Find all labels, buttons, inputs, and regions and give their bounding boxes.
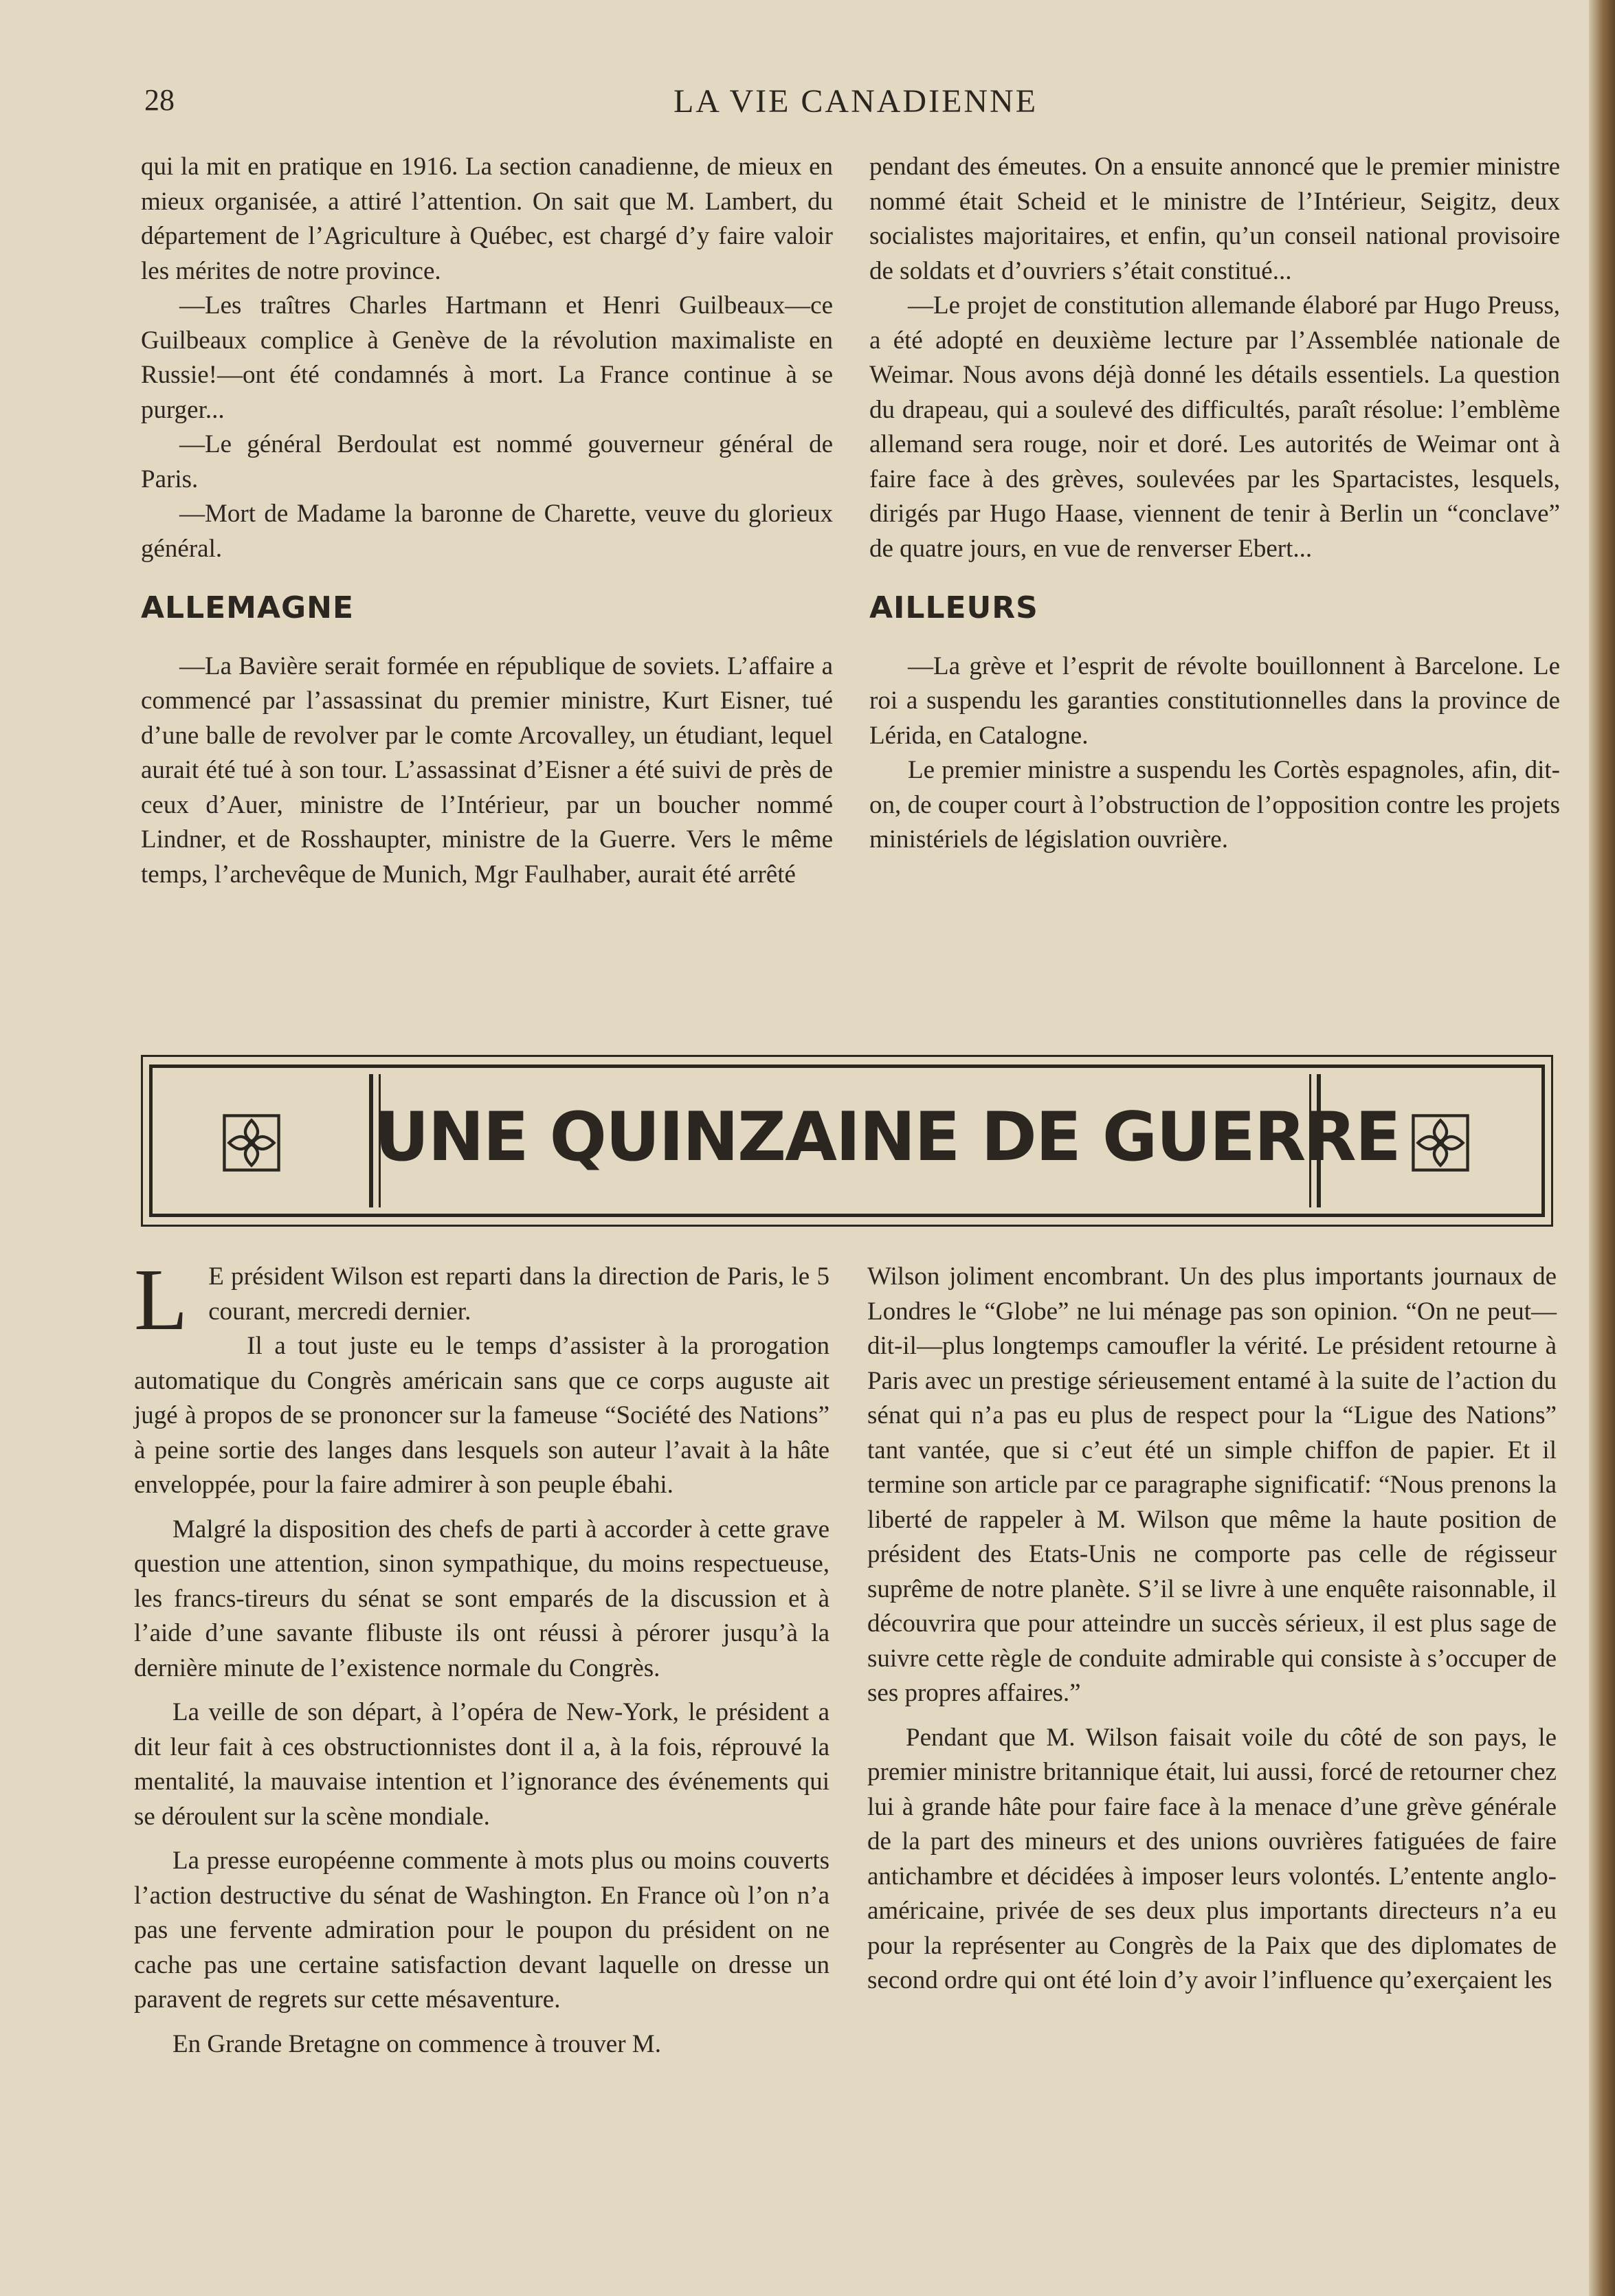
news-paragraph: —La Bavière serait formée en république de soviets. L’affaire a commencé par l’assassinat du premier ministre, Kurt Eisner, tué d’une balle de revolver par le comte Arcovalley, un étudiant, lequel aurait été tué à son tour. L’assassinat d’Eisner a été suivi de près de ceux d’Auer, ministre de l’Intérieur, par un boucher nommé Lindner, et de Rosshaupter, ministre de la Guerre. Vers le même temps, l’archevêque de Munich, Mgr Faulhaber, aurait été arrêté	[141, 651, 833, 889]
article-paragraph: La veille de son départ, à l’opéra de New-York, le président a dit leur fait à ces obstructionnistes dont il a, à la fois, réprouvé la mentalité, la mauvaise intention et l’ignorance des événements qui se déroulent sur la scène mondiale.	[134, 1698, 829, 1831]
page-edge-shadow	[1589, 0, 1615, 2296]
news-paragraph: qui la mit en pratique en 1916. La section canadienne, de mieux en mieux organisée, a attiré l’attention. On sait que M. Lambert, du département de l’Agriculture à Québec, est chargé d’y faire valoir les mérites de notre province.	[141, 153, 833, 285]
news-paragraph: —Les traîtres Charles Hartmann et Henri Guilbeaux—ce Guilbeaux complice à Genève de la révolution maximaliste en Russie!—ont été condamnés à mort. La France continue à se purger...	[141, 291, 833, 424]
news-paragraph: —Mort de Madame la baronne de Charette, veuve du glorieux général.	[141, 500, 833, 563]
section-heading-ailleurs: AILLEURS	[869, 590, 1038, 625]
article-paragraph: Wilson joliment encombrant. Un des plus importants journaux de Londres le “Globe” ne lui ménage pas son opinion. “On ne peut—dit-il—plus longtemps camoufler la vérité. Le président retourne à Paris avec un prestige sérieusement entamé à la suite de l’action du sénat qui n’a pas eu plus de respect pour la “Ligue des Nations” tant vantée, que si c’eut été un simple chiffon de papier. Et il termine son article par ce paragraphe significatif: “Nous prenons la liberté de rappeler à M. Wilson que même la haute position de président des Etats-Unis ne comporte pas celle de régisseur suprême de notre planète. S’il se livre à une enquête raisonnable, il découvrira que pour atteindre un succès sérieux, il est plus sage de suivre cette règle de conduite admirable qui consiste à s’occuper de ses propres affaires.”	[867, 1262, 1557, 1707]
article-paragraph: Il a tout juste eu le temps d’assister à la prorogation automatique du Congrès américain sans que ce corps auguste ait jugé à propos de se prononcer sur la fameuse “Société des Nations” à peine sortie des langes dans lesquels son auteur l’avait à la hâte enveloppée, pour la faire admirer à son peuple ébahi.	[134, 1332, 829, 1499]
news-paragraph: pendant des émeutes. On a ensuite annoncé que le premier ministre nommé était Scheid et le ministre de l’Intérieur, Seigitz, deux socialistes majoritaires, et enfin, qu’un conseil national provisoire de soldats et d’ouvriers s’était constitué...	[869, 153, 1560, 285]
news-paragraph: —La grève et l’esprit de révolte bouillonnent à Barcelone. Le roi a suspendu les garanties constitutionnelles dans la province de Lérida, en Catalogne.	[869, 651, 1560, 750]
news-left-column	[141, 150, 833, 892]
article-paragraph: En Grande Bretagne on commence à trouver M.	[172, 2029, 661, 2058]
banner-divider	[369, 1074, 373, 1207]
article-paragraph: Pendant que M. Wilson faisait voile du côté de son pays, le premier ministre britannique était, lui aussi, forcé de retourner chez lui à grande hâte pour faire face à la menace d’une grève générale de la part des mineurs et des unions ouvrières fatiguées de faire antichambre et décidées à imposer leurs volontés. L’entente anglo-américaine, privée de ses deux plus importants directeurs n’a eu pour la représenter au Congrès de la Paix que des diplomates de second ordre qui ont été loin d’y avoir l’influence qu’exerçaient les	[867, 1723, 1557, 1994]
article-left-column	[134, 1251, 829, 2062]
fleuron-ornament-icon	[1411, 1113, 1470, 1172]
lead-text: E président Wilson est reparti dans la direction de Paris, le 5 courant, mercredi dernier.	[208, 1262, 829, 1326]
page-number: 28	[144, 83, 175, 117]
fleuron-ornament-icon	[222, 1113, 281, 1172]
news-right-column	[869, 150, 1560, 858]
section-banner	[141, 1055, 1553, 1227]
banner-title: UNE QUINZAINE DE GUERRE	[375, 1098, 1400, 1177]
article-paragraph: La presse européenne commente à mots plus ou moins couverts l’action destructive du sénat de Washington. En France où l’on n’a pas une fervente admiration pour le poupon du président on ne cache pas une certaine satisfaction devant laquelle on dresse un paravent de regrets sur cette mésaventure.	[134, 1847, 829, 2014]
section-heading-allemagne: ALLEMAGNE	[141, 590, 355, 625]
news-paragraph: —Le général Berdoulat est nommé gouverneur général de Paris.	[141, 430, 833, 493]
article-lead-paragraph	[134, 1251, 829, 1348]
news-paragraph: —Le projet de constitution allemande élaboré par Hugo Preuss, a été adopté en deuxième lecture par l’Assemblée nationale de Weimar. Nous avons déjà donné les détails essentiels. La question du drapeau, qui a soulevé des difficultés, paraît résolue: l’emblème allemand sera rouge, noir et doré. Les autorités de Weimar ont à faire face à des grèves, soulevées par les Spartacistes, lesquels, dirigés par Hugo Haase, viennent de tenir à Berlin un “conclave” de quatre jours, en vue de renverser Ebert...	[869, 291, 1560, 563]
news-paragraph: Le premier ministre a suspendu les Cortès espagnoles, afin, dit-on, de couper court à l’obstruction de l’opposition contre les projets ministériels de législation ouvrière.	[869, 756, 1560, 854]
journal-title: LA VIE CANADIENNE	[673, 83, 1038, 120]
article-paragraph: Malgré la disposition des chefs de parti à accorder à cette grave question une attention, sinon sympathique, du moins respectueuse, les francs-tireurs du sénat se sont emparés de la discussion et à l’aide d’une savante flibuste ils ont réussi à pérorer jusqu’à la dernière minute de l’existence normale du Congrès.	[134, 1515, 829, 1682]
drop-cap: L	[134, 1251, 188, 1348]
article-right-column	[867, 1260, 1557, 1998]
running-head	[144, 82, 1567, 124]
